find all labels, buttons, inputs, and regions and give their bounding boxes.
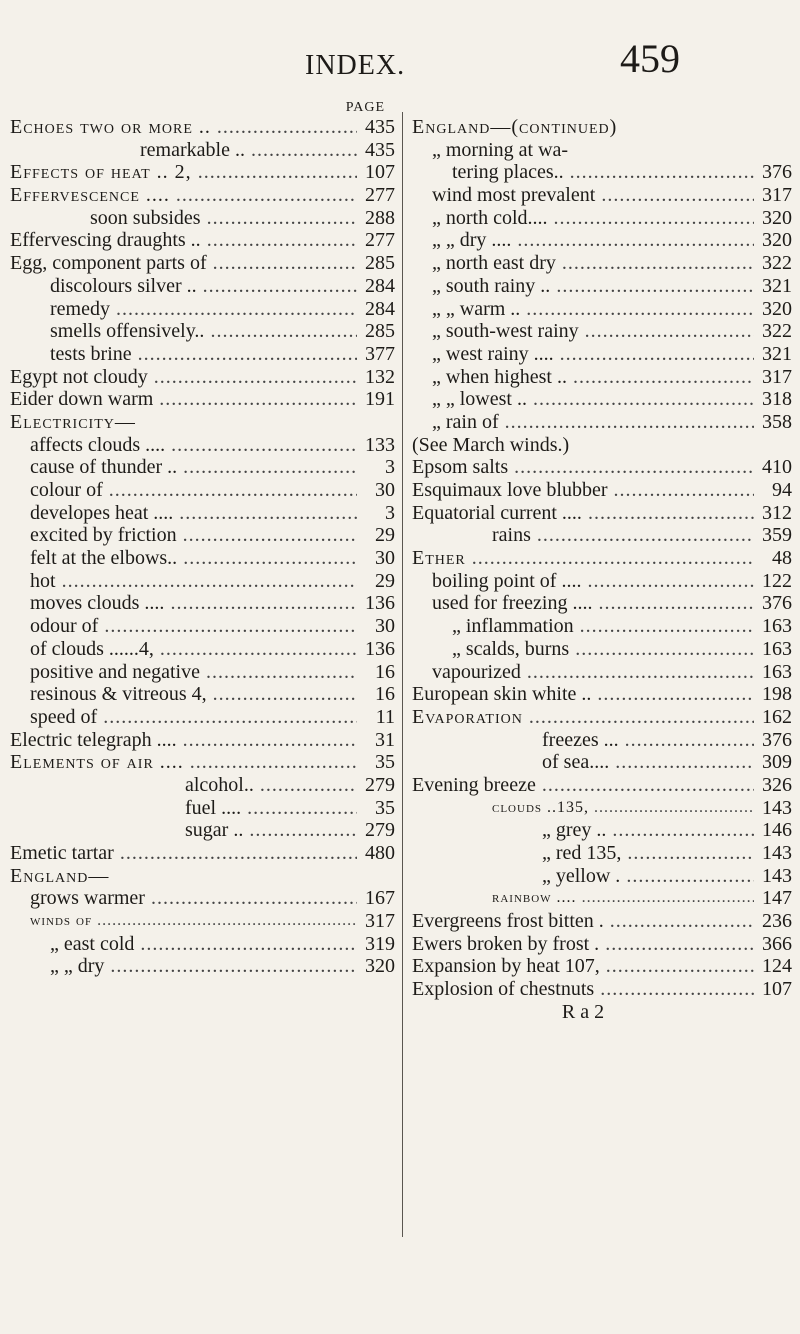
index-entry: [412, 592, 792, 615]
entry-page: 322: [754, 320, 792, 343]
index-entry: [412, 978, 792, 1001]
entry-page: 435: [357, 139, 395, 162]
entry-text: Esquimaux love blubber .....: [412, 479, 754, 502]
entry-text: Evaporation .....: [412, 706, 754, 729]
index-entry: [10, 706, 395, 729]
index-entry: [412, 252, 792, 275]
entry-page: [754, 1001, 792, 1024]
entry-page: 358: [754, 411, 792, 434]
entry-text: winds of .....: [10, 910, 357, 933]
index-entry: [412, 366, 792, 389]
entry-page: 312: [754, 502, 792, 525]
entry-text: sugar .. .....: [10, 819, 357, 842]
entry-page: 285: [357, 252, 395, 275]
entry-text: Ewers broken by frost . .....: [412, 933, 754, 956]
index-entry: [412, 819, 792, 842]
entry-page: 143: [754, 842, 792, 865]
index-entry: [10, 139, 395, 162]
entry-page: 30: [357, 547, 395, 570]
entry-page: 16: [357, 683, 395, 706]
entry-page: 136: [357, 592, 395, 615]
entry-page: 320: [357, 955, 395, 978]
entry-page: 320: [754, 207, 792, 230]
index-entry: [10, 683, 395, 706]
index-entry: [412, 570, 792, 593]
index-entry: [10, 184, 395, 207]
entry-text: Echoes two or more .. .....: [10, 116, 357, 139]
index-entry: [412, 683, 792, 706]
entry-text: discolours silver .. .....: [10, 275, 357, 298]
entry-page: 284: [357, 298, 395, 321]
index-entry: [10, 479, 395, 502]
entry-page: 35: [357, 797, 395, 820]
index-entry: [10, 116, 395, 139]
entry-text: odour of .....: [10, 615, 357, 638]
entry-text: Effervescence .... .....: [10, 184, 357, 207]
index-entry: [412, 139, 792, 162]
index-entry: [10, 298, 395, 321]
index-entry: [10, 729, 395, 752]
index-entry: [412, 343, 792, 366]
entry-page: 309: [754, 751, 792, 774]
entry-text: „ grey .. .....: [412, 819, 754, 842]
entry-page: 124: [754, 955, 792, 978]
index-entry: [10, 933, 395, 956]
index-entry: [412, 116, 792, 139]
entry-page: 31: [357, 729, 395, 752]
entry-text: Electric telegraph .... .....: [10, 729, 357, 752]
index-entry: [412, 184, 792, 207]
entry-page: 376: [754, 592, 792, 615]
index-entry: [412, 456, 792, 479]
entry-text: excited by friction .....: [10, 524, 357, 547]
entry-text: freezes ... .....: [412, 729, 754, 752]
entry-page: 30: [357, 615, 395, 638]
index-entry: [412, 298, 792, 321]
entry-text: remarkable .. .....: [10, 139, 357, 162]
index-entry: [412, 910, 792, 933]
entry-page: 163: [754, 661, 792, 684]
entry-text: Eider down warm .....: [10, 388, 357, 411]
entry-page: 162: [754, 706, 792, 729]
index-entry: [10, 434, 395, 457]
entry-text: „ yellow . .....: [412, 865, 754, 888]
entry-page: 321: [754, 275, 792, 298]
entry-text: England—(continued): [412, 116, 618, 138]
entry-text: alcohol.. .....: [10, 774, 357, 797]
entry-page: 167: [357, 887, 395, 910]
entry-text: Emetic tartar .....: [10, 842, 357, 865]
index-entry: [412, 955, 792, 978]
entry-page: 317: [754, 366, 792, 389]
entry-text: moves clouds .... .....: [10, 592, 357, 615]
entry-page: 320: [754, 298, 792, 321]
entry-text: vapourized .....: [412, 661, 754, 684]
entry-page: 107: [357, 161, 395, 184]
entry-page: 191: [357, 388, 395, 411]
entry-page: 122: [754, 570, 792, 593]
entry-text: „ „ dry .....: [10, 955, 357, 978]
index-entry: [10, 547, 395, 570]
entry-text: Ether .....: [412, 547, 754, 570]
entry-text: „ when highest .. .....: [412, 366, 754, 389]
index-entry: [10, 456, 395, 479]
index-entry: [10, 592, 395, 615]
index-entries-left: [10, 116, 395, 978]
entry-page: 48: [754, 547, 792, 570]
index-entry: [412, 434, 792, 457]
entry-page: 321: [754, 343, 792, 366]
index-entry: [10, 615, 395, 638]
entry-text: remedy .....: [10, 298, 357, 321]
entry-text: England—: [10, 864, 110, 887]
entry-text: „ south rainy .. .....: [412, 275, 754, 298]
entry-text: Effervescing draughts .. .....: [10, 229, 357, 252]
entry-text: „ „ warm .. .....: [412, 298, 754, 321]
entry-text: „ inflammation .....: [412, 615, 754, 638]
index-entry: [10, 161, 395, 184]
index-entry: [412, 547, 792, 570]
index-entry: [412, 751, 792, 774]
entry-page: 359: [754, 524, 792, 547]
entry-text: Electricity—: [10, 410, 136, 433]
entry-text: felt at the elbows.. .....: [10, 547, 357, 570]
index-entry: [10, 524, 395, 547]
entry-page: 366: [754, 933, 792, 956]
index-entry: [412, 706, 792, 729]
entry-page: [754, 139, 792, 162]
entry-page: 30: [357, 479, 395, 502]
entry-page: 29: [357, 570, 395, 593]
entry-page: 163: [754, 638, 792, 661]
entry-text: Explosion of chestnuts .....: [412, 978, 754, 1001]
entry-text: (See March winds.): [412, 433, 570, 456]
index-entry: [412, 842, 792, 865]
index-entry: [10, 570, 395, 593]
index-entry: [412, 229, 792, 252]
entry-text: European skin white .. .....: [412, 683, 754, 706]
entry-text: Egg, component parts of .....: [10, 252, 357, 275]
entry-text: Evergreens frost bitten . .....: [412, 910, 754, 933]
entry-page: 16: [357, 661, 395, 684]
entry-page: 277: [357, 184, 395, 207]
entry-page: 320: [754, 229, 792, 252]
index-column-left: [10, 100, 395, 978]
entry-text: smells offensively.. .....: [10, 320, 357, 343]
entry-page: 94: [754, 479, 792, 502]
entry-page: 317: [754, 184, 792, 207]
entry-page: 277: [357, 229, 395, 252]
index-entry: [412, 865, 792, 888]
entry-text: tering places.. .....: [412, 161, 754, 184]
index-entry: [412, 887, 792, 910]
index-entry: [10, 797, 395, 820]
entry-text: developes heat .... .....: [10, 502, 357, 525]
entry-text: Effects of heat .. 2, .....: [10, 161, 357, 184]
entry-text: affects clouds .... .....: [10, 434, 357, 457]
entry-page: 317: [357, 910, 395, 933]
page-number: 459: [620, 36, 680, 81]
entry-text: „ south-west rainy .....: [412, 320, 754, 343]
entry-page: 11: [357, 706, 395, 729]
index-entry: [10, 502, 395, 525]
entry-text: „ „ dry .... .....: [412, 229, 754, 252]
page-header: [0, 30, 800, 90]
entry-page: 319: [357, 933, 395, 956]
entry-page: 3: [357, 502, 395, 525]
entry-text: clouds ..135, .....: [412, 797, 754, 820]
index-column-right: [412, 100, 792, 1024]
entry-text: tests brine .....: [10, 343, 357, 366]
entry-text: rains .....: [412, 524, 754, 547]
entry-text: hot .....: [10, 570, 357, 593]
entry-page: 198: [754, 683, 792, 706]
entry-text: Elements of air .... .....: [10, 751, 357, 774]
index-entry: [10, 366, 395, 389]
entry-page: 107: [754, 978, 792, 1001]
entry-page: 132: [357, 366, 395, 389]
entry-text: „ west rainy .... .....: [412, 343, 754, 366]
entry-page: 318: [754, 388, 792, 411]
entry-text: Epsom salts .....: [412, 456, 754, 479]
entry-text: used for freezing .... .....: [412, 592, 754, 615]
entry-page: 322: [754, 252, 792, 275]
index-entry: [412, 933, 792, 956]
entry-text: Egypt not cloudy .....: [10, 366, 357, 389]
entry-page: [357, 411, 395, 434]
entry-text: boiling point of .... .....: [412, 570, 754, 593]
index-entry: [412, 275, 792, 298]
entry-text: R a 2: [561, 1000, 605, 1023]
index-entry: [412, 638, 792, 661]
entry-page: 376: [754, 729, 792, 752]
entry-page: 288: [357, 207, 395, 230]
index-entry: [10, 955, 395, 978]
index-entry: [412, 502, 792, 525]
entry-text: cause of thunder .. .....: [10, 456, 357, 479]
index-entry: [10, 751, 395, 774]
index-entry: [412, 615, 792, 638]
entry-page: 163: [754, 615, 792, 638]
entry-page: 35: [357, 751, 395, 774]
index-entry: [10, 661, 395, 684]
entry-page: [754, 434, 792, 457]
column-divider: [402, 112, 403, 1237]
entry-page: 435: [357, 116, 395, 139]
index-entry: [10, 275, 395, 298]
index-entry: [10, 865, 395, 888]
index-entry: [412, 661, 792, 684]
entry-text: positive and negative .....: [10, 661, 357, 684]
entry-page: 29: [357, 524, 395, 547]
entry-page: 480: [357, 842, 395, 865]
entry-text: „ east cold .....: [10, 933, 357, 956]
index-entry: [10, 411, 395, 434]
index-entry: [10, 207, 395, 230]
index-entry: [412, 524, 792, 547]
entry-page: 377: [357, 343, 395, 366]
entry-text: „ north east dry .....: [412, 252, 754, 275]
entry-page: 3: [357, 456, 395, 479]
page-column-label: PAGE: [345, 100, 385, 115]
entry-page: 133: [357, 434, 395, 457]
index-entry: [412, 207, 792, 230]
index-entry: [10, 388, 395, 411]
index-entry: [10, 819, 395, 842]
index-entry: [10, 638, 395, 661]
entry-text: fuel .... .....: [10, 797, 357, 820]
entry-page: 146: [754, 819, 792, 842]
entry-text: „ rain of .....: [412, 411, 754, 434]
index-entry: [412, 320, 792, 343]
page-title: INDEX.: [305, 50, 406, 81]
index-entry: [412, 388, 792, 411]
entry-text: Expansion by heat 107, .....: [412, 955, 754, 978]
entry-text: grows warmer .....: [10, 887, 357, 910]
entry-page: 279: [357, 774, 395, 797]
entry-text: wind most prevalent .....: [412, 184, 754, 207]
entry-text: Equatorial current .... .....: [412, 502, 754, 525]
entry-page: 326: [754, 774, 792, 797]
index-entry: [10, 252, 395, 275]
entry-text: „ red 135, .....: [412, 842, 754, 865]
entry-text: „ „ lowest .. .....: [412, 388, 754, 411]
entry-page: [357, 865, 395, 888]
index-entry: [10, 320, 395, 343]
entry-page: 236: [754, 910, 792, 933]
entry-page: 376: [754, 161, 792, 184]
entry-text: colour of .....: [10, 479, 357, 502]
entry-text: rainbow .... .....: [412, 887, 754, 910]
entry-text: „ morning at wa-: [432, 138, 569, 161]
index-entry: [10, 842, 395, 865]
entry-page: 285: [357, 320, 395, 343]
entry-page: 410: [754, 456, 792, 479]
entry-text: speed of .....: [10, 706, 357, 729]
index-entry: [10, 887, 395, 910]
entry-page: 143: [754, 865, 792, 888]
index-entry: [10, 774, 395, 797]
index-entry: [412, 1001, 792, 1024]
index-entries-right: [412, 116, 792, 1024]
entry-page: [754, 116, 792, 139]
index-entry: [10, 343, 395, 366]
entry-page: 284: [357, 275, 395, 298]
entry-page: 136: [357, 638, 395, 661]
entry-page: 147: [754, 887, 792, 910]
index-entry: [10, 910, 395, 933]
index-entry: [412, 774, 792, 797]
entry-page: 143: [754, 797, 792, 820]
entry-page: 279: [357, 819, 395, 842]
index-entry: [412, 797, 792, 820]
index-entry: [412, 729, 792, 752]
entry-text: Evening breeze .....: [412, 774, 754, 797]
entry-text: „ north cold.... .....: [412, 207, 754, 230]
index-entry: [412, 161, 792, 184]
entry-text: „ scalds, burns .....: [412, 638, 754, 661]
entry-text: soon subsides .....: [10, 207, 357, 230]
index-entry: [412, 479, 792, 502]
index-entry: [412, 411, 792, 434]
index-entry: [10, 229, 395, 252]
entry-text: resinous & vitreous 4, .....: [10, 683, 357, 706]
entry-text: of clouds ......4, .....: [10, 638, 357, 661]
entry-text: of sea.... .....: [412, 751, 754, 774]
